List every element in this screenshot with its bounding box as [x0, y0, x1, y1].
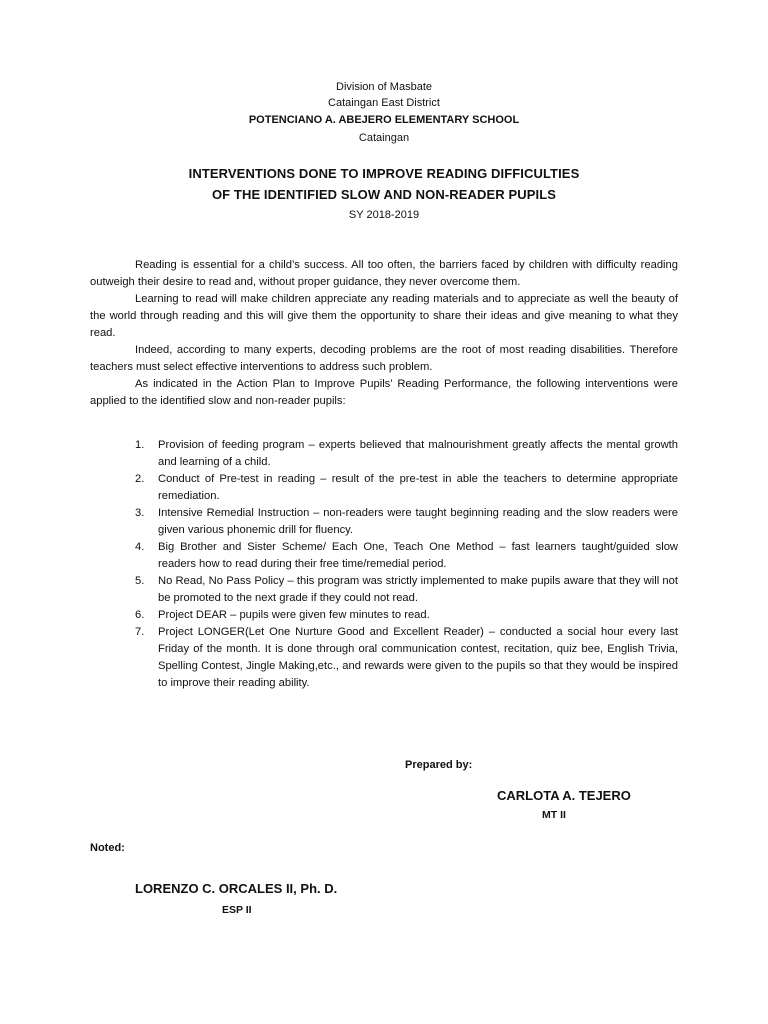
list-item [135, 471, 678, 505]
paragraph: Reading is essential for a child’s success. All too often, the barriers faced by children with difficulty reading outweigh their desire to read and, without proper guidance, they never overcome them. [90, 259, 678, 288]
list-item-text: No Read, No Pass Policy – this program was strictly implemented to make pupils aware that they will not be promoted to the next grade if they could not read. [158, 575, 678, 604]
school-year: SY 2018-2019 [348, 209, 420, 221]
town-line: Cataingan [358, 132, 410, 144]
noted-label: Noted: [90, 842, 125, 854]
title-line-2: OF THE IDENTIFIED SLOW AND NON-READER PUPILS [211, 187, 557, 202]
paragraph: Indeed, according to many experts, decoding problems are the root of most reading disabilities. Therefore teachers must select effective interventions to address such problem. [90, 344, 678, 373]
list-item-text: Project DEAR – pupils were given few minutes to read. [158, 609, 430, 621]
list-number: 2. [135, 473, 145, 485]
list-item-text: Provision of feeding program – experts believed that malnourishment greatly affects the mental growth and learning of a child. [158, 439, 678, 468]
list-item [135, 573, 678, 607]
list-number: 5. [135, 575, 145, 587]
list-number: 4. [135, 541, 145, 553]
paragraph: Learning to read will make children appreciate any reading materials and to appreciate as well the beauty of the world through reading and this will give them the opportunity to share their ideas and give meaning to what they read. [90, 293, 678, 339]
list-item-text: Intensive Remedial Instruction – non-readers were taught beginning reading and the slow readers were given various phonemic drill for fluency. [158, 507, 678, 536]
preparer-name: CARLOTA A. TEJERO [497, 788, 631, 803]
prepared-by-label: Prepared by: [405, 759, 473, 771]
list-number: 7. [135, 626, 145, 638]
body-text [90, 257, 678, 410]
list-item [135, 624, 678, 692]
list-item-text: Big Brother and Sister Scheme/ Each One, Teach One Method – fast learners taught/guided slow readers how to read during their free time/remedial period. [158, 541, 678, 570]
noter-name: LORENZO C. ORCALES II, Ph. D. [135, 881, 338, 896]
list-number: 6. [135, 609, 145, 621]
interventions-list [135, 437, 678, 692]
list-item [135, 607, 678, 624]
division-line: Division of Masbate [336, 81, 432, 93]
list-item-text: Conduct of Pre-test in reading – result of the pre-test in able the teachers to determine appropriate remediation. [158, 473, 678, 502]
noter-title: ESP II [222, 904, 252, 916]
list-item [135, 437, 678, 471]
paragraph: As indicated in the Action Plan to Improve Pupils’ Reading Performance, the following interventions were applied to the identified slow and non-reader pupils: [90, 378, 678, 407]
list-item [135, 505, 678, 539]
school-name: POTENCIANO A. ABEJERO ELEMENTARY SCHOOL [248, 114, 520, 126]
list-item [135, 539, 678, 573]
list-number: 3. [135, 507, 145, 519]
list-item-text: Project LONGER(Let One Nurture Good and Excellent Reader) – conducted a social hour every last Friday of the month. It is done through oral communication contest, recitation, quiz bee, English Trivia, Spelling Contest, Jingle Making,etc., and rewards were given to the pupils so that they would be inspired to improve their reading ability. [158, 626, 678, 689]
district-line: Cataingan East District [328, 97, 440, 109]
preparer-title: MT II [542, 809, 566, 821]
list-number: 1. [135, 439, 145, 451]
title-line-1: INTERVENTIONS DONE TO IMPROVE READING DIFFICULTIES [188, 166, 580, 181]
